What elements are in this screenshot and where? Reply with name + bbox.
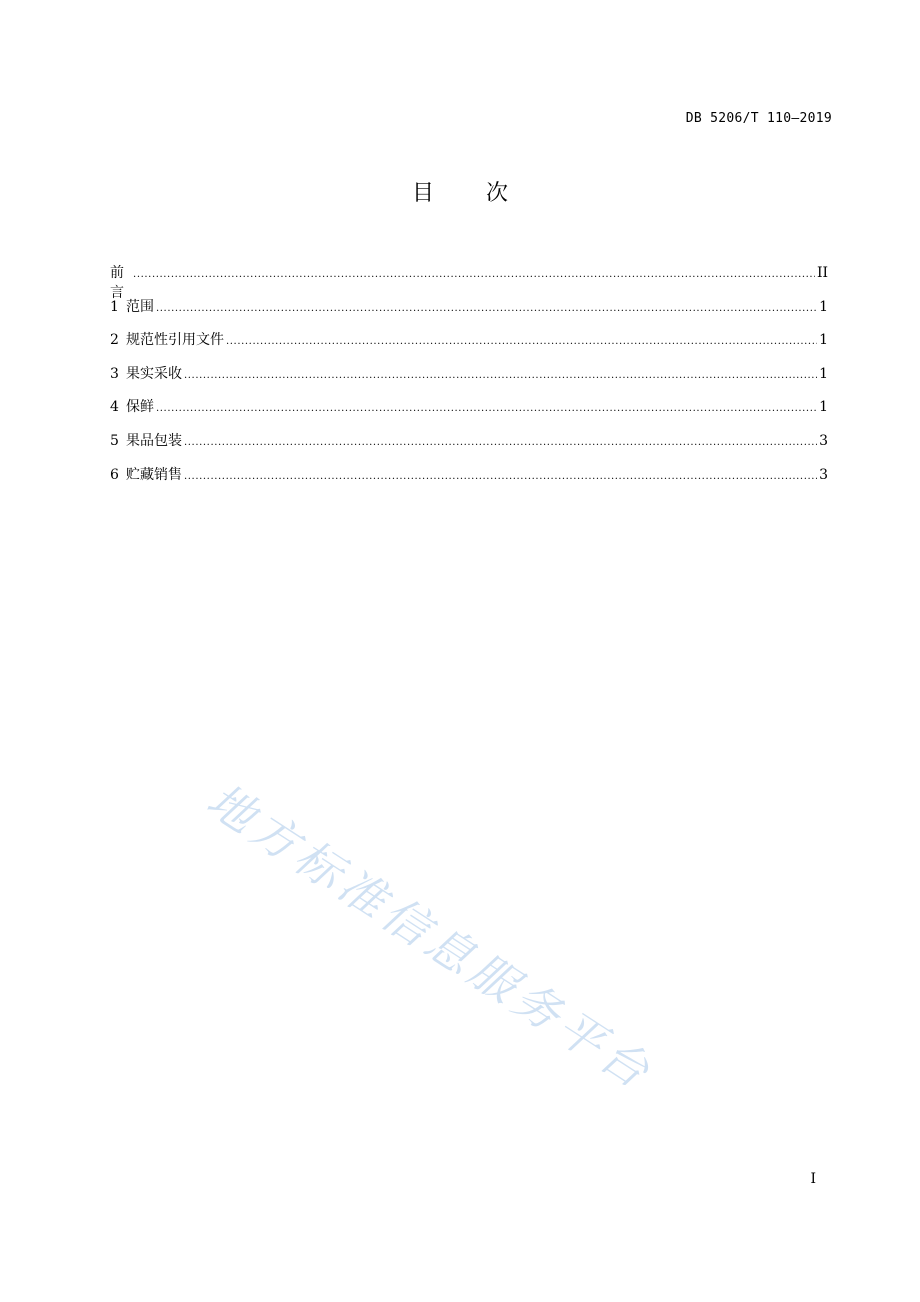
toc-entry-foreword[interactable] <box>110 263 828 301</box>
toc-entry-page: 1 <box>819 399 828 416</box>
toc-entry-number: 5 <box>110 432 119 449</box>
toc-entry-number: 3 <box>110 365 119 382</box>
watermark: 地方标准信息服务平台 <box>197 772 664 1102</box>
toc-entry-page: 3 <box>819 432 828 449</box>
toc-leader-dots <box>156 299 817 319</box>
toc-entry-label: 保鲜 <box>126 399 154 416</box>
toc-entry-normative-references[interactable] <box>110 330 828 364</box>
toc-entry-page: 1 <box>819 332 828 349</box>
toc-entry-packaging[interactable] <box>110 431 828 465</box>
toc-entry-page: 1 <box>819 365 828 382</box>
toc-entry-number: 4 <box>110 399 119 416</box>
toc-entry-number: 1 <box>110 298 119 315</box>
toc-entry-scope[interactable] <box>110 297 828 331</box>
toc-entry-page: 1 <box>819 298 828 315</box>
toc-entry-number: 6 <box>110 466 119 483</box>
toc-entry-storage-sales[interactable] <box>110 465 828 499</box>
toc-entry-label: 规范性引用文件 <box>126 332 224 349</box>
toc-entry-label: 果品包装 <box>126 432 182 449</box>
page-number: I <box>810 1171 816 1187</box>
page-title <box>0 176 920 207</box>
toc-entry-label: 果实采收 <box>126 365 182 382</box>
toc-entry-harvest[interactable] <box>110 364 828 398</box>
toc-entry-label: 前言 <box>110 265 124 301</box>
standard-code: DB 5206/T 110—2019 <box>685 111 832 126</box>
toc-entry-label: 范围 <box>126 298 154 315</box>
toc-entry-page: II <box>816 265 828 281</box>
toc-leader-dots <box>184 467 817 487</box>
toc-leader-dots <box>226 332 817 352</box>
toc-entry-number: 2 <box>110 332 119 349</box>
toc-entry-preservation[interactable] <box>110 397 828 431</box>
toc-entry-page: 3 <box>819 466 828 483</box>
toc-entry-label: 贮藏销售 <box>126 466 182 483</box>
page-title-part1: 目 <box>411 181 434 206</box>
toc-list <box>110 263 828 498</box>
toc-leader-dots <box>156 399 817 419</box>
toc-leader-dots <box>184 433 817 453</box>
toc-leader-dots <box>133 265 815 285</box>
toc-leader-dots <box>184 366 817 386</box>
page-title-part2: 次 <box>486 181 509 206</box>
